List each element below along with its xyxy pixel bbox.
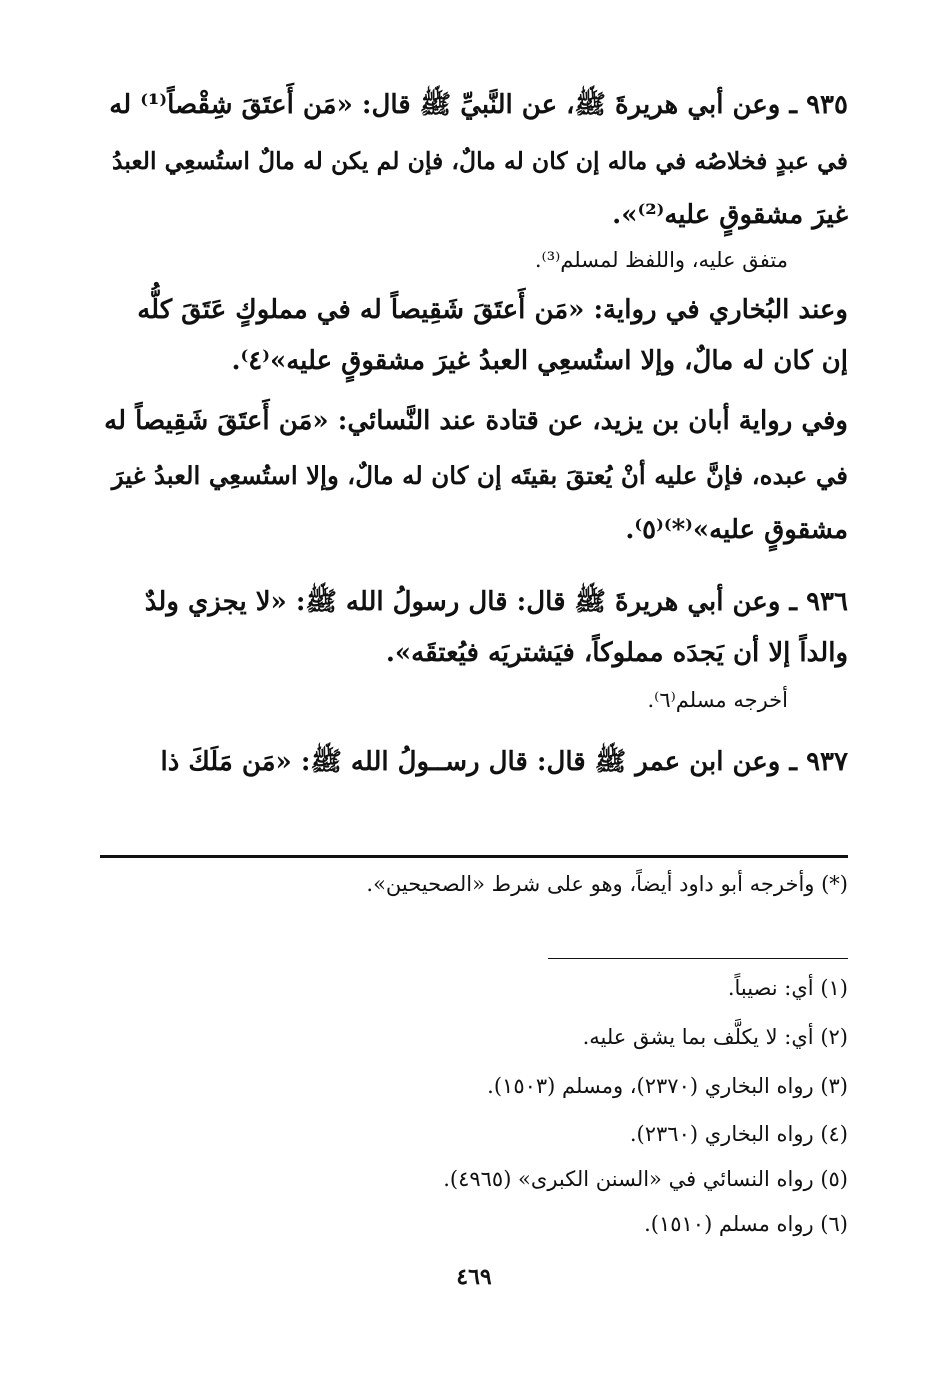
footnote-4: (٤) رواه البخاري (٢٣٦٠).: [629, 1122, 848, 1146]
footnote-6: (٦) رواه مسلم (١٥١٠).: [644, 1212, 848, 1236]
hadith-936-line-2: والداً إلا أن يَجدَه مملوكاً، فيَشتريَه فيُعتقَه».: [385, 638, 848, 668]
hadith-935-line-2: في عبدٍ فخلاصُه في ماله إن كان له مالٌ، فإن لم يكن له مالٌ استُسعِي العبدُ: [112, 147, 848, 175]
nasai-variant-line-1: وفي رواية أبان بن يزيد، عن قتادة عند النَّسائي: «مَن أَعتَقَ شَقِيصاً له: [104, 406, 848, 436]
hadith-936-line-1: ٩٣٦ ـ وعن أبي هريرةَ ﷺ قال: قال رسولُ الله ﷺ: «لا يجزي ولدٌ: [144, 587, 848, 617]
footnote-divider: [100, 855, 848, 858]
nasai-variant-line-2: في عبده، فإنَّ عليه أنْ يُعتقَ بقيتَه إن كان له مالٌ، وإلا استُسعِي العبدُ غيرَ: [111, 461, 848, 490]
page-number: ٤٦٩: [456, 1264, 492, 1290]
footnote-1: (١) أي: نصيباً.: [727, 976, 848, 1000]
hadith-937-line-1: ٩٣٧ ـ وعن ابن عمر ﷺ قال: قال رســولُ الله ﷺ: «مَن مَلَكَ ذا: [160, 747, 848, 777]
star-note: (*) وأخرجه أبو داود أيضاً، وهو على شرط «الصحيحين».: [366, 872, 848, 896]
hadith-936-source: أخرجه مسلم⁽٦⁾.: [647, 688, 788, 712]
bukhari-variant-line-2: إن كان له مالٌ، وإلا استُسعِي العبدُ غيرَ مشقوقٍ عليه»⁽٤⁾.: [231, 346, 848, 376]
hadith-935-line-1: ٩٣٥ ـ وعن أبي هريرةَ ﷺ، عن النَّبيِّ ﷺ قال: «مَن أَعتَقَ شِقْصاً⁽¹⁾ له: [109, 90, 848, 120]
footnote-3: (٣) رواه البخاري (٢٣٧٠)، ومسلم (١٥٠٣).: [487, 1074, 848, 1098]
bukhari-variant-line-1: وعند البُخاري في رواية: «مَن أَعتَقَ شَقِيصاً له في مملوكٍ عَتَقَ كلُّه: [137, 295, 848, 325]
hadith-935-source: متفق عليه، واللفظ لمسلم⁽³⁾.: [534, 248, 788, 272]
hadith-935-line-3: غيرَ مشقوقٍ عليه⁽²⁾».: [612, 200, 848, 230]
footnotes-divider: [548, 958, 848, 959]
footnote-2: (٢) أي: لا يكلَّف بما يشق عليه.: [582, 1025, 848, 1049]
nasai-variant-line-3: مشقوقٍ عليه»⁽*⁾⁽٥⁾.: [625, 515, 848, 545]
footnote-5: (٥) رواه النسائي في «السنن الكبرى» (٤٩٦٥).: [443, 1167, 848, 1191]
